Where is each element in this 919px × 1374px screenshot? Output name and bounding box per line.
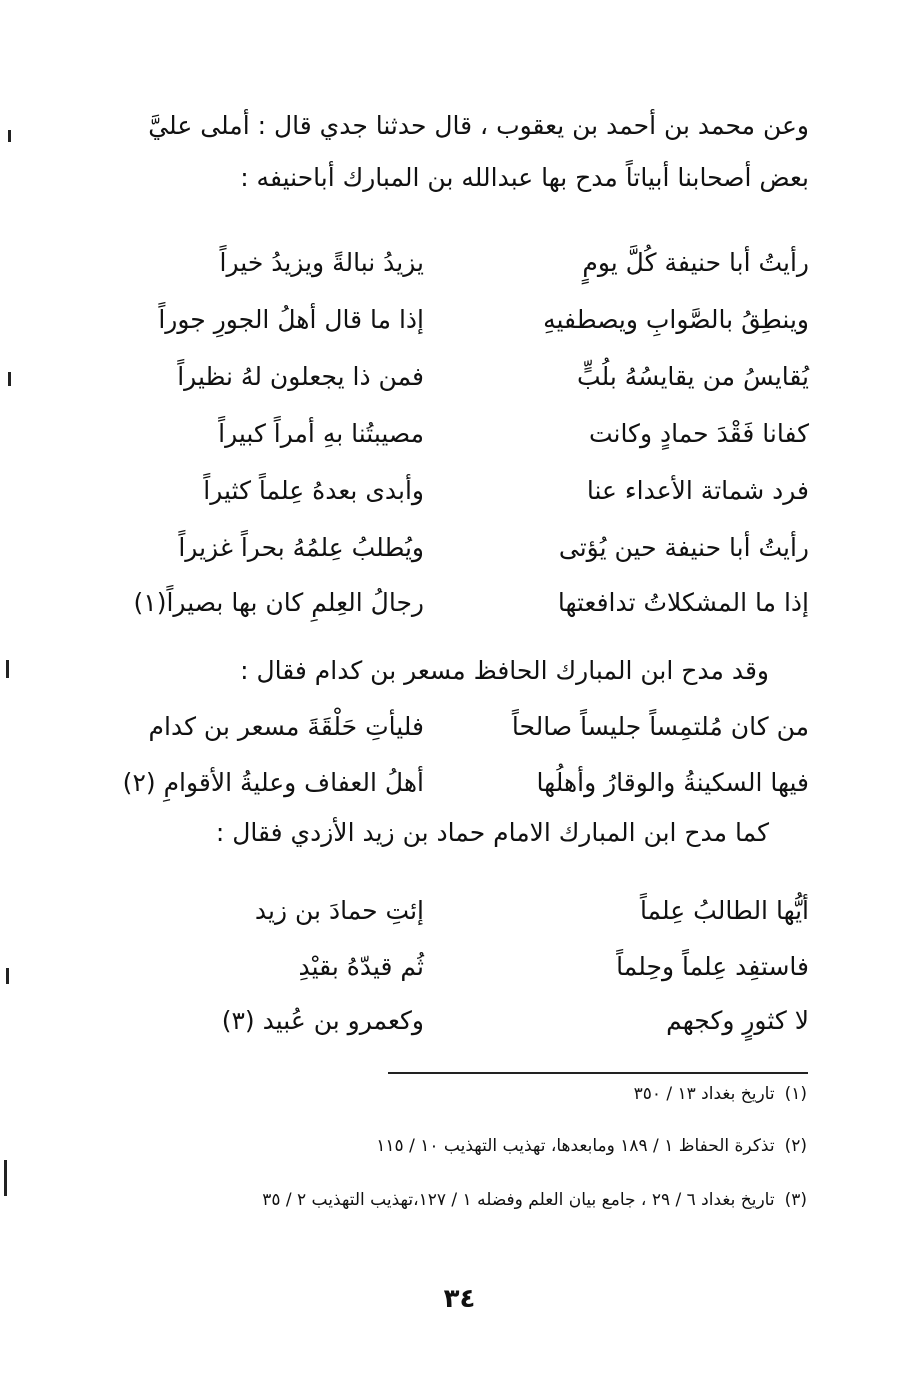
verse [89,580,809,636]
verse-first-hemistich: فيها السكينةُ والوقارُ وأهلُها [536,768,809,797]
footnote-divider [388,1072,808,1074]
verse-first-hemistich: لا كثورٍ وكجهم [666,1006,809,1035]
verse-second-hemistich: فمن ذا يجعلون لهُ نظيراً [177,362,424,391]
scan-edge-mark [4,1160,7,1196]
verse-first-hemistich: رأيتُ أبا حنيفة حين يُؤتى [558,533,809,562]
verse-second-hemistich: وأبدى بعدهُ عِلماً كثيراً [203,476,424,505]
verse [89,240,809,296]
footnote-number: (٢) [784,1136,807,1156]
footnote [262,1190,807,1210]
verse [89,760,809,816]
intro-line-2: بعض أصحابنا أبياتاً مدح بها عبدالله بن المبارك أباحنيفه : [240,163,809,192]
verse-second-hemistich: ويُطلبُ عِلمُهُ بحراً غزيراً [178,533,424,562]
verse [89,888,809,944]
verse [89,411,809,467]
verse-first-hemistich: وينطِقُ بالصَّوابِ ويصطفيهِ [543,305,809,334]
verse-first-hemistich: إذا ما المشكلاتُ تدافعتها [557,588,809,617]
verse-second-hemistich: رجالُ العِلمِ كان بها بصيراً(١) [133,588,424,617]
verse-second-hemistich: يزيدُ نبالةً ويزيدُ خيراً [219,248,424,277]
verse [89,354,809,410]
page-number: ٣٤ [443,1284,476,1314]
footnote-text: تاريخ بغداد ١٣ / ٣٥٠ [633,1084,775,1104]
verse-second-hemistich: ثُم قيدّهُ بقيْدِ [298,952,424,981]
verse [89,944,809,1000]
verse-first-hemistich: يُقايسُ من يقايسُهُ بلُبٍّ [577,362,809,391]
footnote [634,1084,807,1104]
verse-first-hemistich: فاستفِد عِلماً وحِلماً [616,952,809,981]
footnote-text: تاريخ بغداد ٦ / ٢٩ ، جامع بيان العلم وفضله ١ / ١٢٧،تهذيب التهذيب ٢ / ٣٥ [262,1190,775,1210]
intro-line-1: وعن محمد بن أحمد بن يعقوب ، قال حدثنا جدي قال : أملى عليَّ [148,111,809,140]
verse-second-hemistich: إئتِ حمادَ بن زيد [254,896,424,925]
footnote-number: (٣) [784,1190,807,1210]
verse [89,704,809,760]
intro-hammad: كما مدح ابن المبارك الامام حماد بن زيد الأزدي فقال : [215,818,769,847]
verse-first-hemistich: رأيتُ أبا حنيفة كُلَّ يومٍ [582,248,809,277]
scan-edge-mark [6,968,9,984]
verse-first-hemistich: فرد شماتة الأعداء عنا [586,476,809,505]
scan-edge-mark [8,130,11,142]
verse [89,468,809,524]
verse-second-hemistich: وكعمرو بن عُبيد (٣) [221,1006,424,1035]
verse-second-hemistich: إذا ما قال أهلُ الجورِ جوراً [158,305,424,334]
scan-edge-mark [6,660,9,678]
verse-first-hemistich: كفانا فَقْدَ حمادٍ وكانت [588,419,809,448]
footnote-number: (١) [784,1084,807,1104]
verse [89,297,809,353]
scan-edge-mark [8,372,11,386]
verse-first-hemistich: أيُّها الطالبُ عِلماً [639,896,809,925]
verse [89,998,809,1054]
verse-first-hemistich: من كان مُلتمِساً جليساً صالحاً [511,712,809,741]
intro-mis-ar: وقد مدح ابن المبارك الحافظ مسعر بن كدام فقال : [240,656,769,685]
verse [89,525,809,581]
verse-second-hemistich: مصيبتُنا بهِ أمراً كبيراً [218,419,424,448]
verse-second-hemistich: أهلُ العفاف وعليةُ الأقوامِ (٢) [122,768,424,797]
footnote [376,1136,807,1156]
verse-second-hemistich: فليأتِ حَلْقَةَ مسعر بن كدام [148,712,424,741]
footnote-text: تذكرة الحفاظ ١ / ١٨٩ ومابعدها، تهذيب التهذيب ١٠ / ١١٥ [376,1136,775,1156]
intro-paragraph [110,100,809,204]
